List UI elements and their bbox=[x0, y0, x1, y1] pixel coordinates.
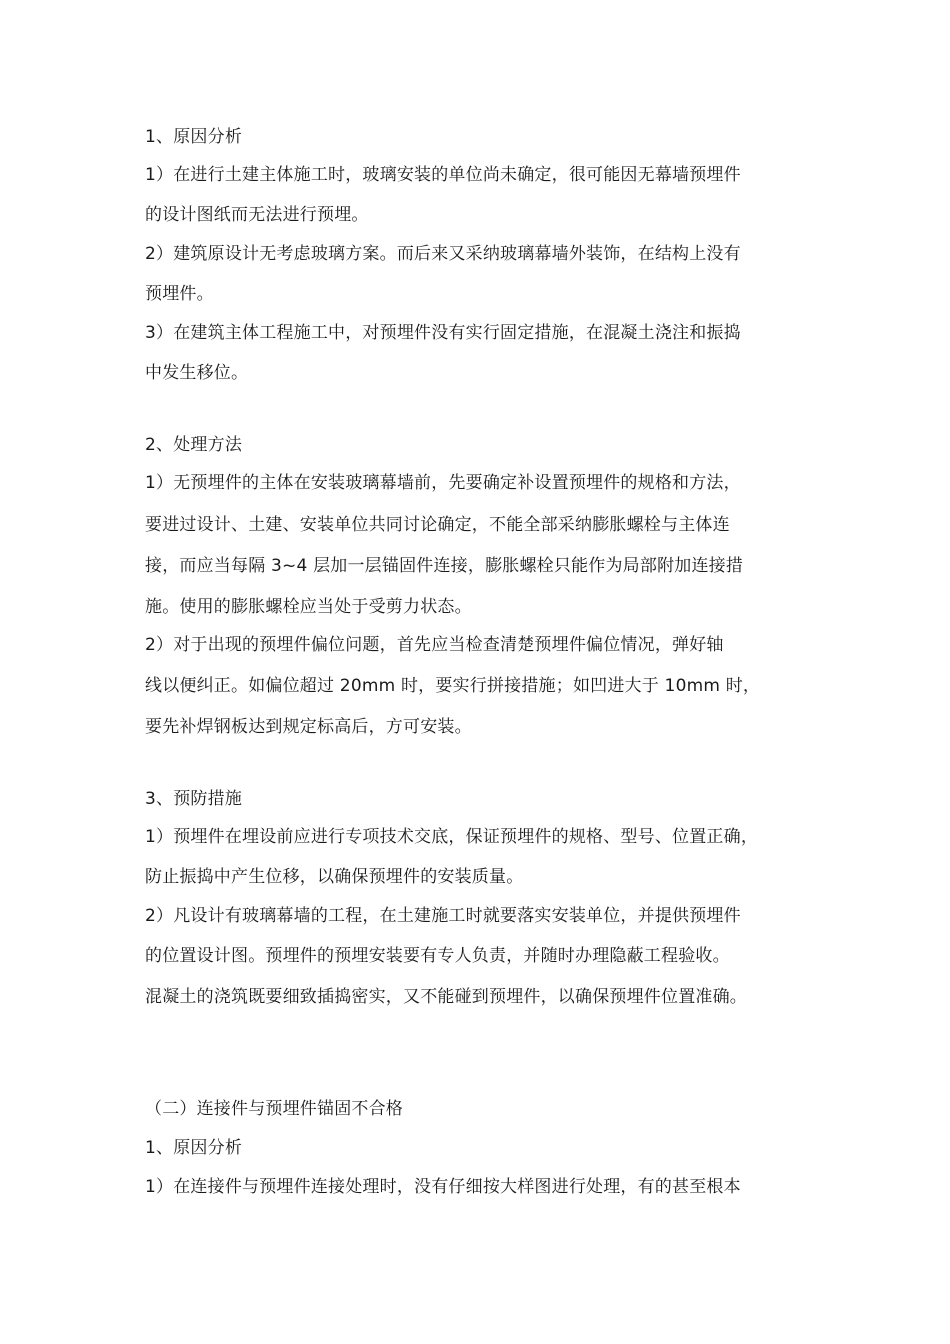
paragraph-line: 接，而应当每隔 3~4 层加一层锚固件连接，膨胀螺栓只能作为局部附加连接措 bbox=[145, 556, 744, 576]
paragraph-line: 施。使用的膨胀螺栓应当处于受剪力状态。 bbox=[145, 597, 472, 617]
paragraph-line: 2）凡设计有玻璃幕墙的工程，在土建施工时就要落实安装单位，并提供预埋件 bbox=[145, 906, 741, 926]
paragraph-line: 中发生移位。 bbox=[145, 363, 249, 383]
section-heading-cause-analysis: 1、原因分析 bbox=[145, 1138, 243, 1158]
paragraph-line: 混凝土的浇筑既要细致插捣密实，又不能碰到预埋件，以确保预埋件位置准确。 bbox=[145, 987, 747, 1007]
paragraph-line: 的设计图纸而无法进行预埋。 bbox=[145, 205, 369, 225]
paragraph-line: 1）预埋件在埋设前应进行专项技术交底，保证预埋件的规格、型号、位置正确， bbox=[145, 827, 759, 847]
paragraph-line: 1）无预埋件的主体在安装玻璃幕墙前，先要确定补设置预埋件的规格和方法， bbox=[145, 473, 741, 493]
section-heading-treatment: 2、处理方法 bbox=[145, 435, 243, 455]
subsection-title: （二）连接件与预埋件锚固不合格 bbox=[145, 1099, 403, 1119]
paragraph-line: 2）建筑原设计无考虑玻璃方案。而后来又采纳玻璃幕墙外装饰，在结构上没有 bbox=[145, 244, 741, 264]
paragraph-line: 线以便纠正。如偏位超过 20mm 时，要实行拼接措施；如凹进大于 10mm 时， bbox=[145, 676, 761, 696]
paragraph-line: 要先补焊钢板达到规定标高后，方可安装。 bbox=[145, 717, 472, 737]
section-heading-prevention: 3、预防措施 bbox=[145, 789, 243, 809]
paragraph-line: 1）在进行土建主体施工时，玻璃安装的单位尚未确定，很可能因无幕墙预埋件 bbox=[145, 165, 741, 185]
paragraph-line: 预埋件。 bbox=[145, 284, 214, 304]
paragraph-line: 3）在建筑主体工程施工中，对预埋件没有实行固定措施，在混凝土浇注和振捣 bbox=[145, 323, 741, 343]
paragraph-line: 防止振捣中产生位移，以确保预埋件的安装质量。 bbox=[145, 867, 524, 887]
paragraph-line: 要进过设计、土建、安装单位共同讨论确定，不能全部采纳膨胀螺栓与主体连 bbox=[145, 515, 730, 535]
section-heading-cause-analysis: 1、原因分析 bbox=[145, 127, 243, 147]
paragraph-line: 2）对于出现的预埋件偏位问题，首先应当检查清楚预埋件偏位情况，弹好轴 bbox=[145, 635, 724, 655]
paragraph-line: 的位置设计图。预埋件的预埋安装要有专人负责，并随时办理隐蔽工程验收。 bbox=[145, 946, 730, 966]
paragraph-line: 1）在连接件与预埋件连接处理时，没有仔细按大样图进行处理，有的甚至根本 bbox=[145, 1177, 741, 1197]
